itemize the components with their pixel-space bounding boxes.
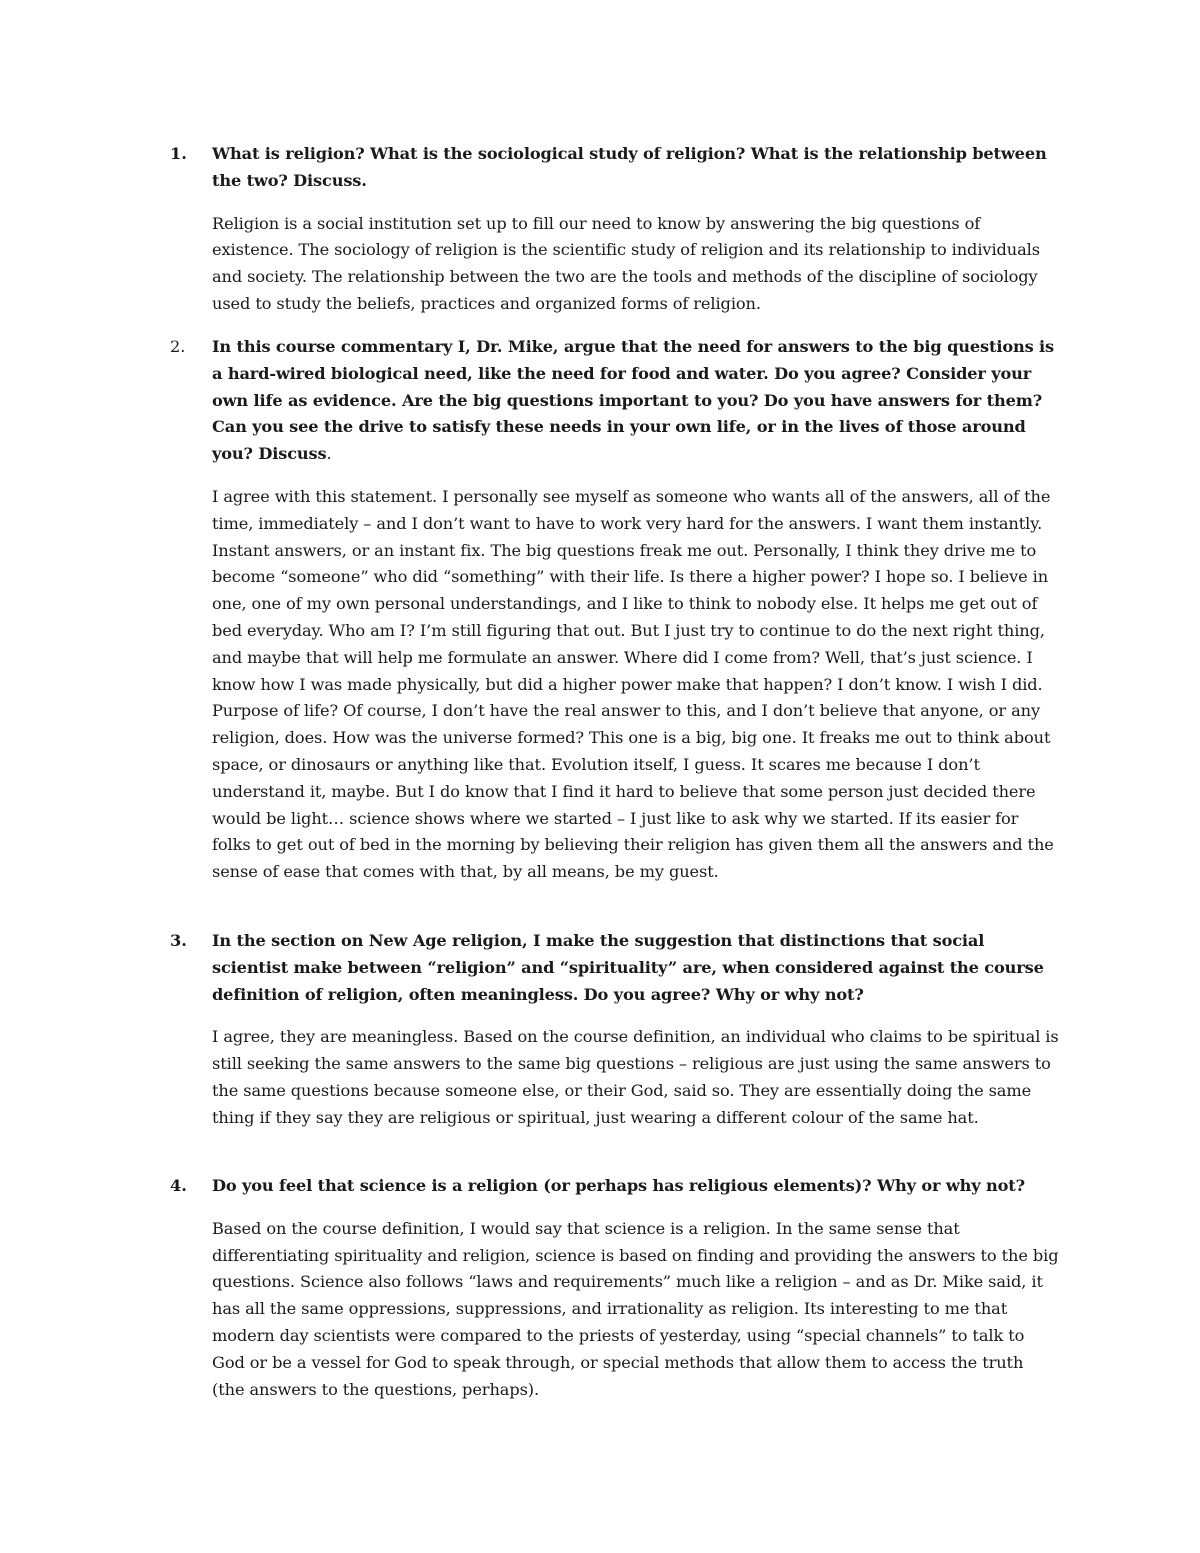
qa-item-3 — [170, 928, 1060, 1132]
question-number: 3. — [170, 931, 187, 950]
qa-item-1 — [170, 141, 1060, 318]
question-tail: . — [326, 444, 332, 464]
question-row — [170, 1173, 1060, 1200]
qa-item-2 — [170, 334, 1060, 886]
question-body: In the section on New Age religion, I make the suggestion that distinctions that social scientist make between “religion” and “spirituality” are, when considered against the course definition of religion, often meaningless. Do you agree? Why or why not? — [212, 931, 1044, 1004]
question-body: Do you feel that science is a religion (or perhaps has religious elements)? Why or why not? — [212, 1176, 1025, 1195]
answer-text: Religion is a social institution set up to fill our need to know by answering the big questions of existence. The sociology of religion is the scientific study of religion and its relationship to individuals and society. The relationship between the two are the tools and methods of the discipline of sociology used to study the beliefs, practices and organized forms of religion. — [212, 213, 1040, 313]
answer-text: I agree, they are meaningless. Based on the course definition, an individual who claims to be spiritual is still seeking the same answers to the same big questions – religious are just using the same answers to the same questions because someone else, or their God, said so. They are essentially doing the same thing if they say they are religious or spiritual, just wearing a different colour of the same hat. — [212, 1027, 1059, 1127]
question-text — [212, 334, 1060, 468]
question-number: 4. — [170, 1176, 187, 1195]
question-number: 2. — [170, 337, 186, 356]
qa-item-4 — [170, 1173, 1060, 1403]
question-body: In this course commentary I, Dr. Mike, argue that the need for answers to the big questions is a hard-wired biological need, like the need for food and water. Do you agree? Consider your own life as evidence. Are the big questions important to you? Do you have answers for them? Can you see the drive to satisfy these needs in your own life, or in the lives of those around you? Discuss — [212, 337, 1054, 464]
question-row — [170, 141, 1060, 195]
question-text — [212, 928, 1060, 1008]
question-text — [212, 141, 1060, 195]
question-row — [170, 928, 1060, 1008]
question-body: What is religion? What is the sociological study of religion? What is the relationship between the two? Discuss. — [212, 144, 1047, 190]
question-number: 1. — [170, 144, 187, 163]
question-row — [170, 334, 1060, 468]
answer-text: Based on the course definition, I would say that science is a religion. In the same sense that differentiating spirituality and religion, science is based on finding and providing the answers to the big questions. Science also follows “laws and requirements” much like a religion – and as Dr. Mike said, it has all the same oppressions, suppressions, and irrationality as religion. Its interesting to me that modern day scientists were compared to the priests of yesterday, using “special channels” to talk to God or be a vessel for God to speak through, or special methods that allow them to access the truth (the answers to the questions, perhaps). — [212, 1218, 1059, 1399]
answer-text: I agree with this statement. I personally see myself as someone who wants all of the answers, all of the time, immediately – and I don’t want to have to work very hard for the answers. I want them instantly. Instant answers, or an instant fix. The big questions freak me out. Personally, I think they drive me to become “someone” who did “something” with their life. Is there a higher power? I hope so. I believe in one, one of my own personal understandings, and I like to think to nobody else. It helps me get out of bed everyday. Who am I? I’m still figuring that out. But I just try to continue to do the next right thing, and maybe that will help me formulate an answer. Where did I come from? Well, that’s just science. I know how I was made physically, but did a higher power make that happen? I don’t know. I wish I did. Purpose of life? Of course, I don’t have the real answer to this, and I don’t believe that anyone, or any religion, does. How was the universe formed? This one is a big, big one. It freaks me out to think about space, or dinosaurs or anything like that. Evolution itself, I guess. It scares me because I don’t understand it, maybe. But I do know that I find it hard to believe that some person just decided there would be light… science shows where we started – I just like to ask why we started. If its easier for folks to get out of bed in the morning by believing their religion has given them all the answers and the sense of ease that comes with that, by all means, be my guest. — [212, 486, 1054, 882]
question-text — [212, 1173, 1060, 1200]
